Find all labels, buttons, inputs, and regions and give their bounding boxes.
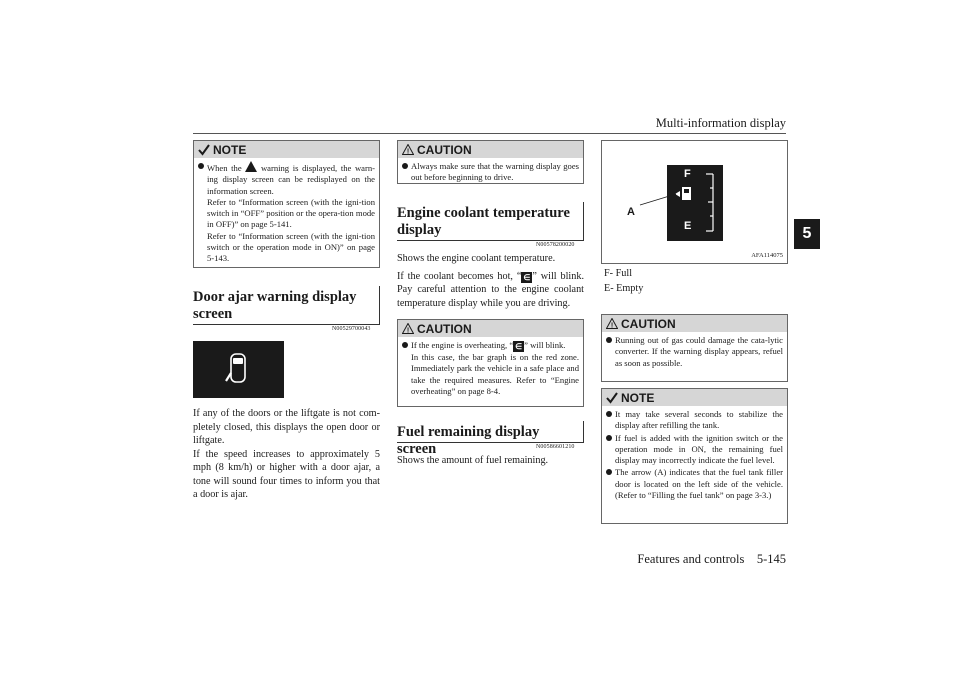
- bullet-dot: [606, 337, 612, 343]
- chapter-tab: 5: [794, 219, 820, 249]
- caution-header: [602, 315, 787, 332]
- note-label: NOTE: [213, 142, 247, 157]
- doc-code: N00578200020: [536, 242, 575, 248]
- note-header: [602, 389, 787, 406]
- checkmark-icon: [606, 392, 618, 404]
- coolant-temp-icon: ∈: [521, 272, 532, 283]
- svg-text:!: !: [406, 148, 410, 155]
- note-body: [602, 406, 787, 506]
- caution-body: [398, 158, 583, 189]
- caution-box-right: [601, 314, 788, 382]
- fuel-remaining-heading: Fuel remaining display screen: [397, 424, 540, 457]
- engine-coolant-heading: Engine coolant temperature display: [397, 205, 570, 238]
- bullet-dot: [606, 469, 612, 475]
- caution-label: CAUTION: [417, 321, 472, 336]
- legend-empty: E- Empty: [604, 283, 644, 294]
- note-bullet: [198, 161, 375, 265]
- caution-header: [398, 141, 583, 158]
- caution-text: Always make sure that the warning display goes out before beginning to drive.: [411, 161, 579, 183]
- door-ajar-heading: Door ajar warning display screen: [193, 289, 357, 322]
- doc-code: N00529700043: [332, 326, 371, 332]
- note-body: [194, 158, 379, 270]
- header-rule: [193, 133, 786, 134]
- door-ajar-illustration: [193, 341, 284, 398]
- bullet-dot: [402, 342, 408, 348]
- note-line-2: Refer to “Information screen (with the igni-tion switch in “OFF” position or the opera-tion mode in OFF)” on page 5-141.: [207, 196, 375, 230]
- note-bullet: [606, 433, 783, 467]
- note-bullet-text: [207, 161, 375, 265]
- warning-triangle-icon: [245, 161, 257, 172]
- arrow-a-label: A: [627, 206, 635, 218]
- caution-header: [398, 320, 583, 337]
- caution-text: If the engine is overheating, “ ∈ ” will blink. In this case, the bar graph is on the red zone. Immediately park the vehicle in a safe place and take the required measures. Refer to “Engine overheating” on page 8-4.: [411, 340, 579, 396]
- note-line-3: Refer to “Information screen (with the igni-tion switch or the operation mode in ON)” on page 5-143.: [207, 230, 375, 264]
- legend-full: F- Full: [604, 268, 633, 279]
- heading-rule: [193, 324, 380, 325]
- heading-bar: [583, 202, 584, 240]
- caution-bullet: [402, 161, 579, 184]
- note-box-right: [601, 388, 788, 524]
- caution-label: CAUTION: [621, 316, 676, 331]
- note-label: NOTE: [621, 390, 655, 405]
- svg-text:!: !: [406, 327, 410, 334]
- caution-box-1: [397, 140, 584, 184]
- caution-box-2: [397, 319, 584, 407]
- caution-body: [398, 337, 583, 402]
- bullet-dot: [606, 435, 612, 441]
- bullet-dot: [402, 163, 408, 169]
- note-prefix: When the: [207, 163, 242, 173]
- checkmark-icon: [198, 144, 210, 156]
- note-header: [194, 141, 379, 158]
- bullet-dot: [198, 163, 204, 169]
- svg-text:!: !: [610, 322, 614, 329]
- fuel-gauge-figure: [601, 140, 788, 264]
- caution-body: [602, 332, 787, 374]
- caution-triangle-icon: [402, 323, 414, 334]
- note-bullet-text: It may take several seconds to stabilize the display after refilling the tank.: [615, 409, 783, 431]
- doc-code: N00586601210: [536, 444, 575, 450]
- caution-bullet: [606, 335, 783, 369]
- car-door-open-icon: [193, 341, 284, 398]
- figure-code: AFA114075: [751, 252, 783, 259]
- page-header-title: Multi-information display: [655, 116, 786, 130]
- caution-triangle-icon: [606, 318, 618, 329]
- caution-triangle-icon: [402, 144, 414, 155]
- door-ajar-paragraph: If any of the doors or the liftgate is not com-pletely closed, this displays the open door or liftgate. If the speed increases to approximately 5 mph (8 km/h) or higher with a door ajar, a tone will sound four times to inform you that a door is ajar.: [193, 408, 380, 500]
- coolant-paragraph: Shows the engine coolant temperature. If the coolant becomes hot, “ ∈ ” will blink. Pay careful attention to the engine coolant temperature display while you are driving.: [397, 253, 585, 309]
- note-bullet: [606, 467, 783, 501]
- note-bullet-text: The arrow (A) indicates that the fuel tank filler door is located on the left side of the vehicle. (Refer to “Filling the fuel tank” on page 3-3.): [615, 467, 783, 501]
- heading-rule: [397, 240, 584, 241]
- page-footer: Features and controls 5-145: [637, 552, 786, 566]
- note-line-1: warning is displayed, the warn-ing display screen can be redisplayed on the information screen.: [207, 163, 375, 196]
- heading-rule: [397, 442, 584, 443]
- fuel-empty-label: E: [684, 220, 692, 232]
- heading-bar: [379, 286, 380, 324]
- note-bullet-text: If fuel is added with the ignition switch or the operation mode in ON, the remaining fuel display may incorrectly indicate the fuel level.: [615, 432, 783, 466]
- caution-text: Running out of gas could damage the cata-lytic converter. If the warning display appears, refuel as soon as possible.: [615, 335, 783, 368]
- caution-label: CAUTION: [417, 142, 472, 157]
- coolant-temp-icon: ∈: [513, 341, 524, 352]
- note-box-left: [193, 140, 380, 268]
- note-bullet: [606, 409, 783, 432]
- heading-bar: [583, 421, 584, 442]
- caution-bullet: [402, 340, 579, 397]
- fuel-gauge-illustration: [602, 141, 787, 263]
- fuel-full-label: F: [684, 168, 691, 180]
- bullet-dot: [606, 411, 612, 417]
- fuel-paragraph: Shows the amount of fuel remaining.: [397, 455, 549, 466]
